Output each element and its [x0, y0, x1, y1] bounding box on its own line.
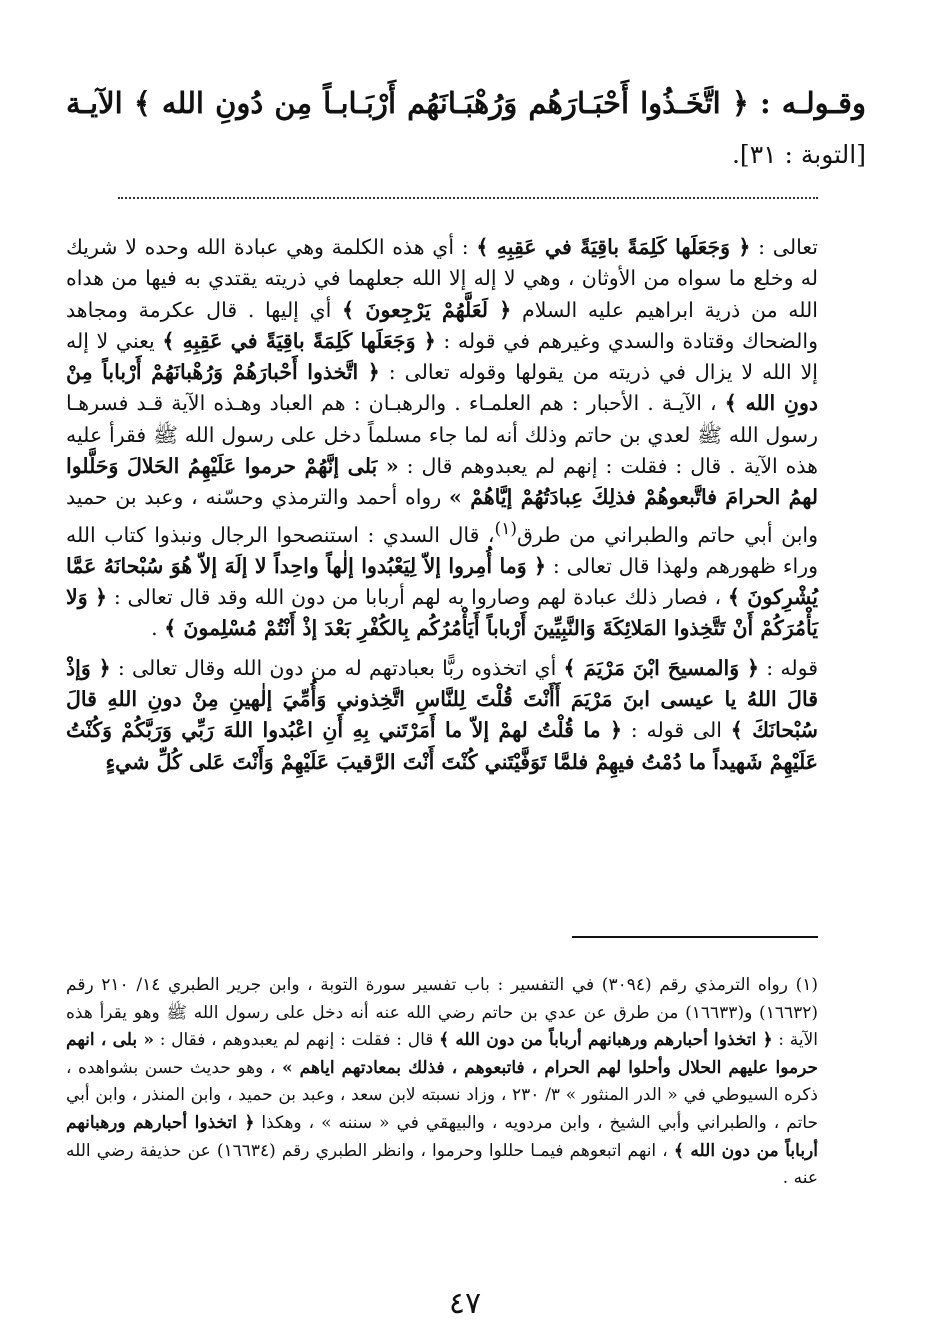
hadith-quote: « بلى ، انهم حرموا عليهم الحلال وأحلوا لهم الحرام ، فاتبعوهم ، فذلك بمعادتهم اياهم »: [66, 1030, 818, 1078]
text-run: ، قال السدي : استنصحوا الرجال ونبذوا كتاب الله وراء ظهورهم ولهذا قال تعالى :: [66, 522, 818, 578]
footnote-marker: (١): [494, 518, 518, 539]
text-run: .: [151, 616, 165, 641]
footnote-separator: [572, 936, 818, 938]
text-run: أي إليها . قال عكرمة ومجاهد والضحاك وقتادة والسدي وغيرهم في قوله :: [66, 297, 818, 353]
quran-quote: ﴿ اتخذوا أحبارهم ورهبانهم أرباباً من دون الله ﴾: [439, 1030, 773, 1051]
quran-quote: ﴿ وَجَعَلَها كَلِمَةً باقِيَةً في عَقِبِهِ ﴾: [476, 235, 751, 259]
commentary-paragraph-1: [66, 232, 818, 645]
heading-surah-reference: [التوبة : ٣١].: [731, 140, 866, 169]
hadith-quote: « بَلى إنَّهُمْ حرموا عَلَيْهِمُ الحَلالَ وَحَلَّلوا لهمُ الحرامَ فاتَّبعوهُمْ فذلِكَ عِبادَتُهُمْ إيَّاهُمْ »: [66, 454, 818, 510]
text-run: ، فصار ذلك عبادة لهم وصاروا به لهم أربابا من دون الله وقد قال تعالى :: [107, 585, 728, 610]
commentary-paragraph-2: [66, 653, 818, 778]
text-run: قال : فقلت : إنهم لم يعبدوهم ، فقال :: [153, 1030, 440, 1051]
quran-quote: ﴿ وَلا يَأْمُرَكُمْ أَنْ تَتَّخِذوا المَلائِكَةَ وَالنَّبِيِّينَ أَرْباباً أَيَأْمُرُكُم بِالكُفْرِ بَعْدَ إذْ أَنْتُمْ مُسْلِمونَ ﴾: [66, 585, 818, 641]
quran-quote: ﴿ وَجَعَلَها كَلِمَةً باقِيَةً في عَقِبِهِ ﴾: [162, 328, 436, 353]
text-run: قوله :: [759, 655, 818, 680]
heading-tail: الآيـة: [66, 86, 134, 120]
heading-quran-quote: ﴿ اتَّخَـذُوا أَحْبَـارَهُم وَرُهْبَـانَهُم أَرْبَـابـاً مِن دُونِ الله ﴾: [133, 86, 749, 120]
quran-quote: ﴿ وَالمسيحَ ابْنَ مَرْيَمَ ﴾: [563, 655, 759, 680]
verse-heading: [66, 78, 866, 180]
quran-quote: ﴿ ما قُلْتُ لهمْ إلاّ ما أَمَرْتَني بِهِ أَنِ اعْبُدوا اللهَ رَبِّي وَرَبَّكُمْ وَكُنْتُ عَلَيْهِمْ شَهيداً ما دُمْتُ فيهِمْ فلمَّا تَوَفَّيْتَني كُنْتَ أَنْتَ الرَّقيبَ عَلَيْهِمْ وَأَنْتَ عَلى كُلِّ شيءٍ: [66, 718, 818, 774]
text-run: ، انهم اتبعوهم فيمـا حللوا وحرموا ، وانظر الطبري رقم (١٦٦٣٤) عن حذيفة رضي الله عنه .: [66, 1140, 818, 1189]
text-run: أي اتخذوه ربًّا بعبادتهم له من دون الله وقال تعالى :: [110, 655, 564, 680]
quran-quote: ﴿ وَإذْ قالَ اللهُ يا عيسى ابنَ مَرْيَمَ أَأَنْتَ قُلْتَ لِلنَّاسِ اتَّخِذوني وَأُمِّيَ إلٰهينِ مِنْ دونِ اللهِ قالَ سُبْحانَكَ ﴾: [66, 655, 818, 743]
text-run: ، وهو حديث حسن بشواهده ، ذكره السيوطي في « الدر المنثور » ٣/ ٢٣٠ ، وزاد نسبته لابن سعد ، وعبد بن حميد ، وابن المنذر ، وابن أبي حاتم ، والطبراني وأبي الشيخ ، وابن مردويه ، والبيهقي في « سننه » ، وهكذا: [66, 1057, 818, 1133]
quran-quote: ﴿ اتخذوا أحبارهم ورهبانهم أرباباً من دون الله ﴾: [66, 1112, 818, 1161]
text-run: ، الآيـة . الأحبار : هم العلمـاء . والرهبـان : هم العباد وهـذه الآية قـد فسرهـا رسول الله ﷺ لعدي بن حاتم وذلك أنه لما جاء مسلماً دخل على رسول الله ﷺ فقرأ عليه هذه الآية . قال : فقلت : إنهم لم يعبدوهم قال :: [66, 391, 818, 479]
heading-lead: وقـولـه :: [748, 86, 867, 120]
page-number: ٤٧: [448, 1286, 482, 1321]
quran-quote: ﴿ لَعَلَّهُمْ يَرْجِعونَ ﴾: [342, 297, 512, 322]
text-run: يعني لا إله إلا الله لا يزال في ذريته من يقولها وقوله تعالى :: [66, 328, 818, 385]
text-run: (١) رواه الترمذي رقم (٣٠٩٤) في التفسير : باب تفسير سورة التوبة ، وابن جرير الطبري ١٤/ ٢١٠ رقم (١٦٦٣٢) و(١٦٦٣٣) من طرق عن عدي بن حاتم رضي الله عنه أنه دخل على رسول الله ﷺ وهو يقرأ هذه الآية :: [66, 975, 819, 1051]
footnote-block: [66, 972, 818, 1193]
text-run: الى قوله :: [622, 718, 731, 743]
text-run: تعالى :: [750, 235, 818, 259]
dotted-separator: [118, 197, 818, 199]
quran-quote: ﴿ وَما أُمِروا إلاّ لِيَعْبُدوا إلٰهاً واحِداً لا إلَهَ إلاّ هُوَ سُبْحانَهُ عَمَّا يُشْرِكونَ ﴾: [66, 553, 819, 610]
text-run: : أي هذه الكلمة وهي عبادة الله وحده لا شريك له وخلع ما سواه من الأوثان ، وهي لا إله إلا الله جعلهما في ذريته يقتدي به فيها من هداه الله من ذرية ابراهيم عليه السلام: [66, 235, 818, 322]
footnote-1: [66, 972, 818, 1193]
text-run: رواه أحمد والترمذي وحسّنه ، وعبد بن حميد وابن أبي حاتم والطبراني من طرق: [66, 485, 818, 547]
quran-quote: ﴿ اتَّخذوا أَحْبارَهُمْ وَرُهْبانَهُمْ أَرْباباً مِنْ دونِ الله ﴾: [66, 360, 818, 416]
commentary-body: [66, 232, 818, 778]
